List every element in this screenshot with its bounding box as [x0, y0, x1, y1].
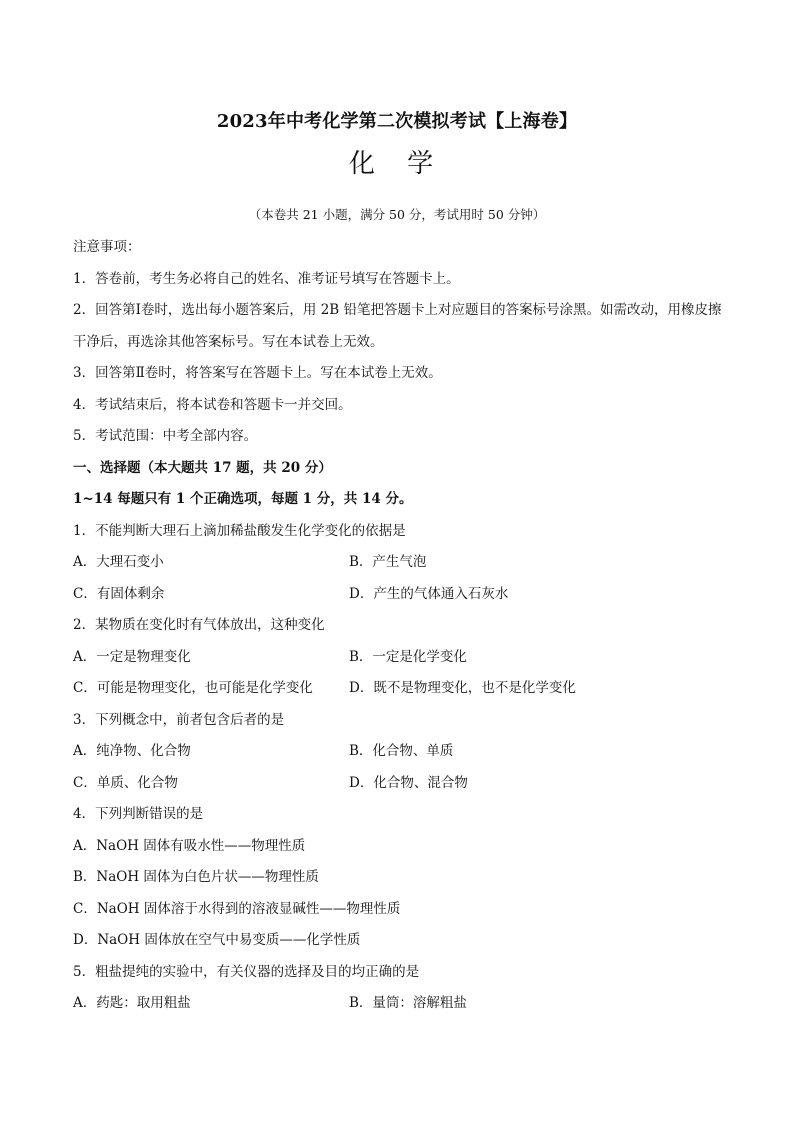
option-b: B．NaOH 固体为白色片状——物理性质	[73, 869, 319, 885]
question-stem: 2．某物质在变化时有气体放出，这种变化	[73, 617, 325, 633]
note-item: 1．答卷前，考生务必将自己的姓名、准考证号填写在答题卡上。	[73, 270, 460, 287]
option-a: A．大理石变小	[73, 554, 164, 570]
option-d: D．NaOH 固体放在空气中易变质——化学性质	[73, 932, 361, 948]
note-item: 5．考试范围：中考全部内容。	[73, 428, 258, 444]
option-row	[73, 768, 723, 800]
option-b: B．产生气泡	[349, 554, 427, 570]
note-item: 3．回答第Ⅱ卷时，将答案写在答题卡上。写在本试卷上无效。	[73, 365, 442, 381]
option-b: B．量筒：溶解粗盐	[349, 995, 467, 1011]
option-b: B．化合物、单质	[349, 743, 454, 759]
option-a: A．药匙：取用粗盐	[73, 995, 191, 1011]
section-heading: 一、选择题（本大题共 17 题，共 20 分）	[73, 459, 332, 476]
option-row	[73, 547, 723, 579]
option-c: C．可能是物理变化，也可能是化学变化	[73, 680, 313, 696]
question-stem: 5．粗盐提纯的实验中，有关仪器的选择及目的均正确的是	[73, 963, 420, 980]
notes-heading: 注意事项：	[73, 239, 141, 255]
option-c: C．有固体剩余	[73, 585, 165, 602]
exam-meta: （本卷共 21 小题，满分 50 分，考试用时 50 分钟）	[248, 207, 546, 222]
option-d: D．化合物、混合物	[349, 774, 468, 791]
option-c: C．NaOH 固体溶于水得到的溶液显碱性——物理性质	[73, 900, 401, 917]
option-row	[73, 642, 723, 674]
option-row	[73, 579, 723, 611]
option-row	[73, 736, 723, 768]
question-stem: 4．下列判断错误的是	[73, 806, 204, 822]
option-d: D．产生的气体通入石灰水	[349, 585, 509, 602]
option-b: B．一定是化学变化	[349, 648, 467, 665]
exam-content	[73, 232, 723, 1020]
exam-title: 2023年中考化学第二次模拟考试【上海卷】	[216, 111, 578, 132]
section-subheading: 1~14 每题只有 1 个正确选项，每题 1 分，共 14 分。	[73, 491, 413, 507]
option-d: D．既不是物理变化，也不是化学变化	[349, 680, 576, 696]
option-row	[73, 673, 723, 705]
option-a: A．NaOH 固体有吸水性——物理性质	[73, 837, 306, 854]
question-stem: 1．不能判断大理石上滴加稀盐酸发生化学变化的依据是	[73, 522, 406, 539]
note-item: 4．考试结束后，将本试卷和答题卡一并交回。	[73, 396, 352, 413]
question-stem: 3．下列概念中，前者包含后者的是	[73, 711, 285, 728]
option-c: C．单质、化合物	[73, 774, 178, 791]
option-row	[73, 988, 723, 1020]
option-a: A．一定是物理变化	[73, 648, 191, 665]
note-item: 2．回答第Ⅰ卷时，选出每小题答案后，用 2B 铅笔把答题卡上对应题目的答案标号涂黑。如需改动，用橡皮擦干净后，再选涂其他答案标号。写在本试卷上无效。	[73, 302, 722, 350]
option-a: A．纯净物、化合物	[73, 743, 191, 759]
subject-title: 化 学	[348, 149, 446, 179]
